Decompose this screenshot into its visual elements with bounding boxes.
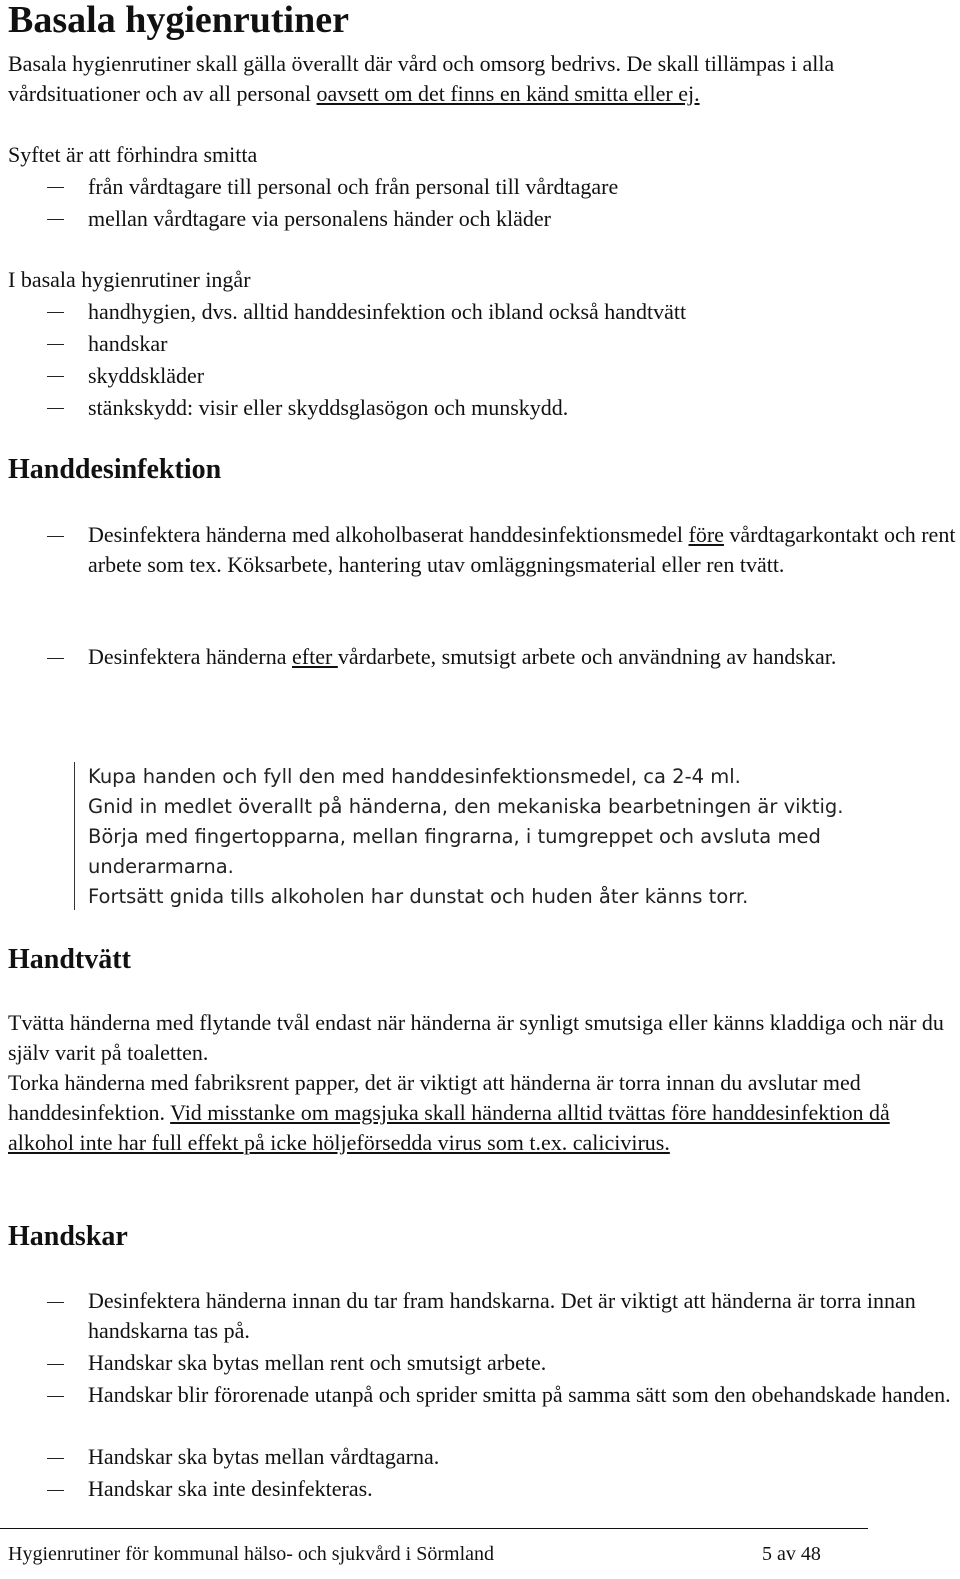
disinfection-item-after: [88, 642, 958, 672]
dash-bullet: [47, 312, 64, 313]
dash-bullet: [47, 344, 64, 345]
disinfection-item-before: [88, 520, 958, 580]
gloves-item: Desinfektera händerna innan du tar fram handskarna. Det är viktigt att händerna är torra innan handskarna tas på.: [88, 1288, 916, 1343]
purpose-item: mellan vårdtagare via personalens händer och kläder: [88, 206, 552, 231]
includes-item: stänkskydd: visir eller skyddsglasögon och munskydd.: [88, 395, 569, 420]
item-text: Desinfektera händerna: [88, 644, 293, 669]
dash-bullet: [47, 536, 64, 537]
dash-bullet: [47, 408, 64, 409]
dash-bullet: [47, 1302, 64, 1303]
dash-bullet: [47, 376, 64, 377]
dash-bullet: [47, 1458, 64, 1459]
includes-item: handhygien, dvs. alltid handdesinfektion och ibland också handtvätt: [88, 299, 687, 324]
handwash-paragraph: [8, 1008, 953, 1158]
item-underlined-text: före: [688, 522, 724, 547]
page-number: 5 av 48: [762, 1543, 821, 1565]
heading-handskar: Handskar: [8, 1221, 128, 1252]
gloves-item: Handskar blir förorenade utanpå och sprider smitta på samma sätt som den obehandskade handen.: [88, 1382, 951, 1407]
dash-bullet: [47, 1396, 64, 1397]
steps-box-border: [74, 762, 75, 910]
dash-bullet: [47, 187, 64, 188]
purpose-lead: Syftet är att förhindra smitta: [8, 142, 258, 167]
dash-bullet: [47, 658, 64, 659]
handwash-text: Tvätta händerna med flytande tvål endast när händerna är synligt smutsiga eller känns kladdiga och när du själv varit på toaletten.: [8, 1010, 944, 1065]
disinfection-step: Gnid in medlet överallt på händerna, den mekaniska bearbetningen är viktig.: [88, 795, 844, 818]
purpose-item: från vårdtagare till personal och från personal till vårdtagare: [88, 174, 619, 199]
includes-item: skyddskläder: [88, 363, 205, 388]
footer-title: Hygienrutiner för kommunal hälso- och sjukvård i Sörmland: [8, 1543, 495, 1565]
page-title: Basala hygienrutiner: [8, 0, 349, 41]
intro-paragraph: [8, 49, 953, 109]
disinfection-step: underarmarna.: [88, 855, 234, 878]
handwash-text: Torka händerna med fabriksrent papper, det är viktigt att händerna är torra innan du avslutar med handdesinfektion.: [8, 1070, 861, 1125]
dash-bullet: [47, 219, 64, 220]
heading-handtvatt: Handtvätt: [8, 944, 131, 975]
gloves-item: Handskar ska bytas mellan rent och smutsigt arbete.: [88, 1350, 547, 1375]
disinfection-step: Kupa handen och fyll den med handdesinfektionsmedel, ca 2-4 ml.: [88, 765, 741, 788]
item-text: vårdarbete, smutsigt arbete och användning av handskar.: [337, 644, 837, 669]
footer-divider: [0, 1528, 868, 1529]
disinfection-step: Fortsätt gnida tills alkoholen har dunstat och huden åter känns torr.: [88, 885, 749, 908]
includes-item: handskar: [88, 331, 168, 356]
includes-lead: I basala hygienrutiner ingår: [8, 267, 251, 292]
item-underlined-text: efter: [292, 644, 338, 669]
gloves-item: Handskar ska inte desinfekteras.: [88, 1476, 373, 1501]
dash-bullet: [47, 1490, 64, 1491]
intro-text: Basala hygienrutiner skall gälla överallt där vård och omsorg bedrivs. De skall tillämpas i alla vårdsituationer och av all personal: [8, 51, 835, 106]
heading-handdesinfektion: Handdesinfektion: [8, 454, 222, 485]
dash-bullet: [47, 1364, 64, 1365]
handwash-underlined-text: Vid misstanke om magsjuka skall händerna alltid tvättas före handdesinfektion då alkohol inte har full effekt på icke höljeförsedda virus som t.ex. calicivirus.: [8, 1100, 890, 1155]
gloves-item: Handskar ska bytas mellan vårdtagarna.: [88, 1444, 440, 1469]
item-text: Desinfektera händerna med alkoholbaserat handdesinfektionsmedel: [88, 522, 689, 547]
disinfection-step: Börja med fingertopparna, mellan fingrarna, i tumgreppet och avsluta med: [88, 825, 821, 848]
intro-underlined-text: oavsett om det finns en känd smitta eller ej.: [316, 81, 700, 106]
item-text: vårdtagarkontakt och rent arbete som tex. Köksarbete, hantering utav omläggningsmaterial eller ren tvätt.: [88, 522, 956, 577]
